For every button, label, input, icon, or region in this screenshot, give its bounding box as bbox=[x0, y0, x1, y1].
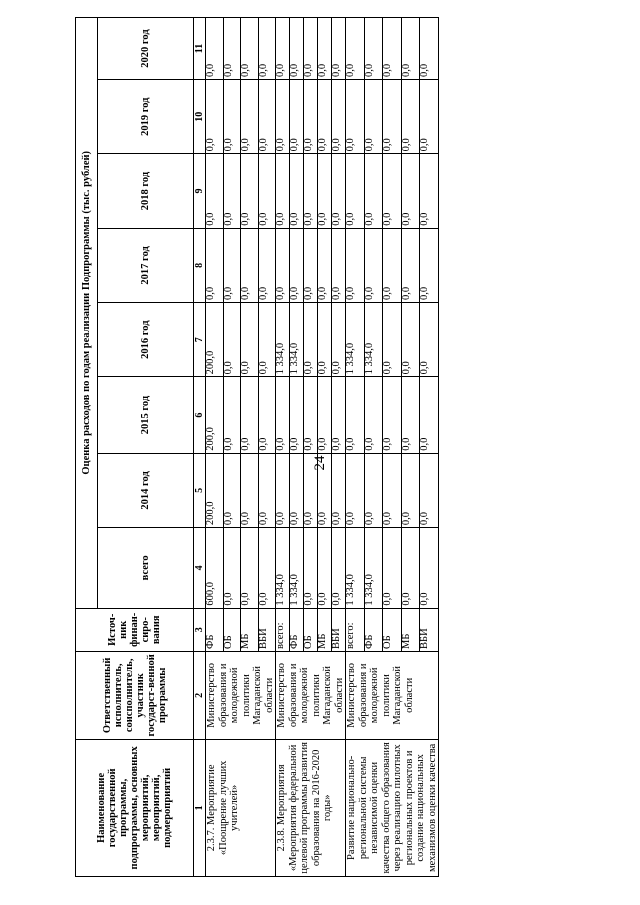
value-cell: 1 334,0 bbox=[276, 528, 290, 609]
value-cell: 0,0 bbox=[304, 377, 318, 453]
value-cell: 0,0 bbox=[364, 154, 383, 228]
funding-source-cell: МБ bbox=[318, 608, 332, 651]
value-cell: 1 334,0 bbox=[346, 528, 365, 609]
value-cell: 0,0 bbox=[401, 453, 420, 527]
value-cell: 0,0 bbox=[401, 80, 420, 154]
table-row bbox=[346, 18, 365, 877]
header-year-3: 2016 год bbox=[98, 303, 194, 377]
funding-source-cell: ВБИ bbox=[332, 608, 346, 651]
funding-source-cell: всего: bbox=[346, 608, 365, 651]
value-cell: 0,0 bbox=[290, 18, 304, 80]
value-cell: 0,0 bbox=[276, 228, 290, 302]
value-cell: 1 334,0 bbox=[290, 528, 304, 609]
value-cell: 0,0 bbox=[420, 303, 439, 377]
value-cell: 0,0 bbox=[364, 80, 383, 154]
value-cell: 0,0 bbox=[223, 528, 241, 609]
value-cell: 0,0 bbox=[290, 377, 304, 453]
value-cell: 200,0 bbox=[206, 303, 224, 377]
header-column-number: 5 bbox=[194, 453, 206, 527]
header-column-number: 1 bbox=[194, 739, 206, 876]
header-column-number: 10 bbox=[194, 80, 206, 154]
value-cell: 0,0 bbox=[304, 228, 318, 302]
value-cell: 0,0 bbox=[304, 528, 318, 609]
value-cell: 0,0 bbox=[318, 303, 332, 377]
value-cell: 1 334,0 bbox=[346, 303, 365, 377]
value-cell: 0,0 bbox=[258, 80, 276, 154]
value-cell: 0,0 bbox=[241, 377, 259, 453]
value-cell: 0,0 bbox=[318, 154, 332, 228]
value-cell: 0,0 bbox=[223, 303, 241, 377]
value-cell: 0,0 bbox=[241, 228, 259, 302]
value-cell: 0,0 bbox=[258, 18, 276, 80]
header-column-number: 8 bbox=[194, 228, 206, 302]
value-cell: 0,0 bbox=[304, 18, 318, 80]
value-cell: 0,0 bbox=[304, 303, 318, 377]
value-cell: 0,0 bbox=[206, 228, 224, 302]
table-row bbox=[276, 18, 290, 877]
program-name-cell: Развитие национально-региональной системы независимой оценки качества общего образования через реализацию пилотных региональных проектов и создание национальных механизмов оценки качества bbox=[346, 739, 439, 876]
value-cell: 0,0 bbox=[304, 80, 318, 154]
value-cell: 0,0 bbox=[318, 528, 332, 609]
value-cell: 0,0 bbox=[276, 377, 290, 453]
header-year-0: всего bbox=[98, 528, 194, 609]
value-cell: 0,0 bbox=[258, 453, 276, 527]
value-cell: 0,0 bbox=[223, 18, 241, 80]
value-cell: 0,0 bbox=[332, 528, 346, 609]
funding-source-cell: ОБ bbox=[383, 608, 402, 651]
value-cell: 0,0 bbox=[223, 377, 241, 453]
value-cell: 0,0 bbox=[332, 453, 346, 527]
value-cell: 0,0 bbox=[420, 154, 439, 228]
header-year-2: 2015 год bbox=[98, 377, 194, 453]
value-cell: 0,0 bbox=[383, 18, 402, 80]
value-cell: 0,0 bbox=[318, 80, 332, 154]
value-cell: 0,0 bbox=[383, 453, 402, 527]
value-cell: 1 334,0 bbox=[276, 303, 290, 377]
funding-source-cell: ВБИ bbox=[420, 608, 439, 651]
value-cell: 200,0 bbox=[206, 377, 224, 453]
value-cell: 0,0 bbox=[276, 453, 290, 527]
funding-source-cell: МБ bbox=[241, 608, 259, 651]
funding-source-cell: ФБ bbox=[364, 608, 383, 651]
value-cell: 0,0 bbox=[276, 18, 290, 80]
value-cell: 0,0 bbox=[346, 154, 365, 228]
value-cell: 0,0 bbox=[346, 18, 365, 80]
value-cell: 1 334,0 bbox=[364, 528, 383, 609]
value-cell: 0,0 bbox=[383, 80, 402, 154]
value-cell: 0,0 bbox=[364, 453, 383, 527]
value-cell: 0,0 bbox=[241, 453, 259, 527]
value-cell: 0,0 bbox=[241, 18, 259, 80]
header-column-number: 6 bbox=[194, 377, 206, 453]
value-cell: 0,0 bbox=[420, 528, 439, 609]
value-cell: 0,0 bbox=[332, 228, 346, 302]
value-cell: 0,0 bbox=[318, 453, 332, 527]
funding-source-cell: всего: bbox=[276, 608, 290, 651]
funding-source-cell: ВБИ bbox=[258, 608, 276, 651]
value-cell: 0,0 bbox=[206, 154, 224, 228]
value-cell: 0,0 bbox=[258, 303, 276, 377]
header-year-4: 2017 год bbox=[98, 228, 194, 302]
value-cell: 0,0 bbox=[420, 80, 439, 154]
header-year-7: 2020 год bbox=[98, 18, 194, 80]
value-cell: 0,0 bbox=[223, 80, 241, 154]
header-year-6: 2019 год bbox=[98, 80, 194, 154]
value-cell: 0,0 bbox=[401, 528, 420, 609]
value-cell: 600,0 bbox=[206, 528, 224, 609]
value-cell: 1 334,0 bbox=[290, 303, 304, 377]
responsible-cell: Министерство образования и молодежной политики Магаданской области bbox=[346, 651, 439, 739]
value-cell: 0,0 bbox=[420, 228, 439, 302]
value-cell: 0,0 bbox=[401, 303, 420, 377]
header-column-number: 9 bbox=[194, 154, 206, 228]
value-cell: 200,0 bbox=[206, 453, 224, 527]
value-cell: 0,0 bbox=[332, 303, 346, 377]
value-cell: 0,0 bbox=[383, 528, 402, 609]
value-cell: 0,0 bbox=[318, 228, 332, 302]
header-column-number: 7 bbox=[194, 303, 206, 377]
funding-source-cell: ОБ bbox=[304, 608, 318, 651]
value-cell: 0,0 bbox=[332, 18, 346, 80]
value-cell: 0,0 bbox=[332, 80, 346, 154]
value-cell: 0,0 bbox=[346, 377, 365, 453]
value-cell: 0,0 bbox=[420, 377, 439, 453]
value-cell: 0,0 bbox=[401, 18, 420, 80]
header-funding-source: Источ-ник финан-сиро-вания bbox=[76, 608, 194, 651]
header-expenses-group: Оценка расходов по годам реализации Подпрограммы (тыс. рублей) bbox=[76, 18, 98, 609]
value-cell: 0,0 bbox=[223, 453, 241, 527]
value-cell: 0,0 bbox=[241, 80, 259, 154]
value-cell: 0,0 bbox=[206, 18, 224, 80]
expenses-table bbox=[75, 17, 439, 877]
value-cell: 0,0 bbox=[304, 453, 318, 527]
funding-source-cell: ФБ bbox=[290, 608, 304, 651]
value-cell: 0,0 bbox=[223, 154, 241, 228]
value-cell: 0,0 bbox=[290, 80, 304, 154]
value-cell: 0,0 bbox=[346, 80, 365, 154]
value-cell: 0,0 bbox=[258, 154, 276, 228]
header-column-number: 3 bbox=[194, 608, 206, 651]
value-cell: 0,0 bbox=[364, 18, 383, 80]
value-cell: 0,0 bbox=[383, 303, 402, 377]
responsible-cell: Министерство образования и молодежной политики Магаданской области bbox=[276, 651, 346, 739]
value-cell: 0,0 bbox=[318, 377, 332, 453]
rotated-table-container bbox=[75, 17, 438, 877]
value-cell: 0,0 bbox=[420, 18, 439, 80]
value-cell: 1 334,0 bbox=[364, 303, 383, 377]
value-cell: 0,0 bbox=[258, 377, 276, 453]
value-cell: 0,0 bbox=[332, 154, 346, 228]
value-cell: 0,0 bbox=[346, 453, 365, 527]
value-cell: 0,0 bbox=[383, 228, 402, 302]
responsible-cell: Министерство образования и молодежной политики Магаданской области bbox=[206, 651, 276, 739]
value-cell: 0,0 bbox=[401, 154, 420, 228]
value-cell: 0,0 bbox=[304, 154, 318, 228]
value-cell: 0,0 bbox=[290, 453, 304, 527]
value-cell: 0,0 bbox=[401, 228, 420, 302]
value-cell: 0,0 bbox=[364, 228, 383, 302]
page-number: 24 bbox=[312, 455, 328, 471]
value-cell: 0,0 bbox=[420, 453, 439, 527]
value-cell: 0,0 bbox=[332, 377, 346, 453]
header-column-number: 4 bbox=[194, 528, 206, 609]
value-cell: 0,0 bbox=[258, 528, 276, 609]
value-cell: 0,0 bbox=[258, 228, 276, 302]
header-year-5: 2018 год bbox=[98, 154, 194, 228]
value-cell: 0,0 bbox=[346, 228, 365, 302]
header-column-number: 11 bbox=[194, 18, 206, 80]
value-cell: 0,0 bbox=[290, 228, 304, 302]
value-cell: 0,0 bbox=[318, 18, 332, 80]
value-cell: 0,0 bbox=[223, 228, 241, 302]
value-cell: 0,0 bbox=[241, 303, 259, 377]
value-cell: 0,0 bbox=[383, 154, 402, 228]
funding-source-cell: МБ bbox=[401, 608, 420, 651]
header-column-number: 2 bbox=[194, 651, 206, 739]
value-cell: 0,0 bbox=[383, 377, 402, 453]
header-year-1: 2014 год bbox=[98, 453, 194, 527]
program-name-cell: 2.3.8. Мероприятия «Мероприятия федеральной целевой программы развития образования на 2016-2020 годы» bbox=[276, 739, 346, 876]
value-cell: 0,0 bbox=[276, 80, 290, 154]
program-name-cell: 2.3.7. Мероприятие «Поощрение лучших учителей» bbox=[206, 739, 276, 876]
header-program-name: Наименование государственной программы, подпрограммы, основных мероприятий, мероприятий, подмероприятий bbox=[76, 739, 194, 876]
value-cell: 0,0 bbox=[364, 377, 383, 453]
value-cell: 0,0 bbox=[290, 154, 304, 228]
value-cell: 0,0 bbox=[206, 80, 224, 154]
value-cell: 0,0 bbox=[276, 154, 290, 228]
table-row bbox=[206, 18, 224, 877]
value-cell: 0,0 bbox=[401, 377, 420, 453]
funding-source-cell: ФБ bbox=[206, 608, 224, 651]
value-cell: 0,0 bbox=[241, 154, 259, 228]
value-cell: 0,0 bbox=[241, 528, 259, 609]
header-responsible: Ответственный исполнитель, соисполнитель, участник государст-венной программы bbox=[76, 651, 194, 739]
funding-source-cell: ОБ bbox=[223, 608, 241, 651]
